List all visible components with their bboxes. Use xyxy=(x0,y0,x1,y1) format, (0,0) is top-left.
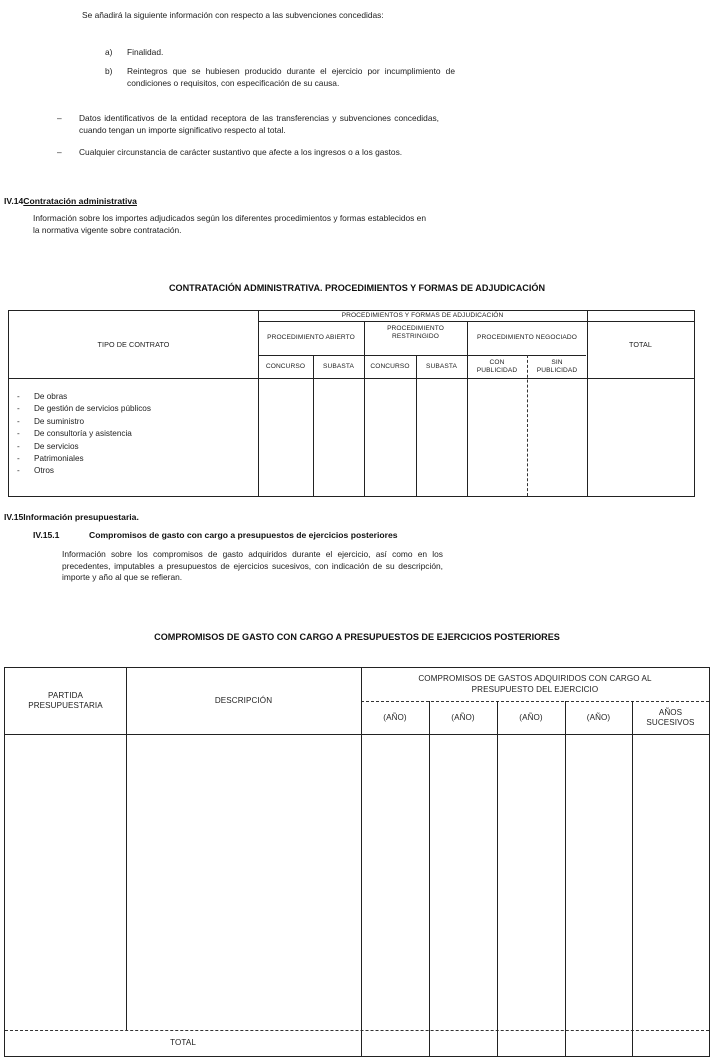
table1-subheader-sin-line1: SIN xyxy=(551,358,563,366)
table1-subheader-sin-line2: PUBLICIDAD xyxy=(536,367,578,374)
section-heading-iv15 xyxy=(4,512,139,522)
table2-total-label: TOTAL xyxy=(170,1038,196,1048)
section-iv14-paragraph: Información sobre los importes adjudicados según los diferentes procedimientos y formas establecidos en la normativa vigente sobre contratación. xyxy=(33,213,426,235)
table1-header-restricted-procedure xyxy=(364,322,467,355)
table1-row-marker-2: - xyxy=(17,416,20,426)
table2-header-year-1: (AÑO) xyxy=(383,712,407,722)
section-number-iv14: IV.14 xyxy=(4,196,24,206)
lettered-item-b-marker: b) xyxy=(105,66,113,76)
table2-header-future-line2: SUCESIVOS xyxy=(646,718,695,727)
lettered-item-a-text: Finalidad. xyxy=(127,47,164,57)
table2-header-body-rule xyxy=(5,734,709,735)
table2-header-partida-line1: PARTIDA xyxy=(47,690,84,700)
table1-header-total: TOTAL xyxy=(629,339,652,349)
table2-divider-year2-year3 xyxy=(497,701,498,1056)
table2-header-future-line1: AÑOS xyxy=(658,707,683,717)
dash-item-2 xyxy=(57,147,439,159)
dash-item-1 xyxy=(57,113,439,136)
table1-subheader-restricted-concurso: CONCURSO xyxy=(370,362,410,370)
future-commitments-table xyxy=(4,667,710,1057)
table1-row-marker-1: - xyxy=(17,404,20,414)
section-number-iv15: IV.15 xyxy=(4,512,24,522)
section-title-iv15: Información presupuestaria. xyxy=(23,512,139,522)
table2-title: COMPROMISOS DE GASTO CON CARGO A PRESUPUESTOS DE EJERCICIOS POSTERIORES xyxy=(154,632,560,642)
table1-row-marker-6: - xyxy=(17,466,20,476)
table1-contract-row-5 xyxy=(17,453,252,465)
table1-title: CONTRATACIÓN ADMINISTRATIVA. PROCEDIMIENTOS Y FORMAS DE ADJUDICACIÓN xyxy=(168,283,546,293)
dash-item-1-text: Datos identificativos de la entidad receptora de las transferencias y subvenciones concedidas, cuando tengan un importe significativo respecto al total. xyxy=(79,113,439,135)
table1-row-marker-3: - xyxy=(17,429,20,439)
lettered-item-b xyxy=(105,66,455,89)
table1-row-label-1: De gestión de servicios públicos xyxy=(34,404,151,414)
lettered-item-b-text: Reintegros que se hubiesen producido durante el ejercicio por incumplimiento de condiciones o requisitos, con especificación de su causa. xyxy=(127,66,455,88)
dash-item-1-marker: – xyxy=(57,113,62,123)
table1-header-open-procedure: PROCEDIMIENTO ABIERTO xyxy=(267,334,355,342)
table1-subheader-con-line2: PUBLICIDAD xyxy=(476,367,518,374)
table1-row-marker-0: - xyxy=(17,392,20,401)
lettered-item-a-marker: a) xyxy=(105,47,113,57)
table1-contract-row-1 xyxy=(17,403,252,415)
table2-header-year-2: (AÑO) xyxy=(451,712,475,722)
section-iv15-paragraph: Información sobre los compromisos de gasto adquiridos durante el ejercicio, así como en los precedentes, imputables a presupuestos de ejercicios sucesivos, con indicación de su descripción, importe y año al que se refieran. xyxy=(62,549,443,583)
table1-subheader-negotiated-sin-publicidad xyxy=(527,356,587,378)
table1-contract-row-6 xyxy=(17,465,252,477)
contracting-procedures-table xyxy=(8,310,695,497)
table1-row-label-3: De consultoría y asistencia xyxy=(34,429,132,439)
table2-header-partida-line2: PRESUPUESTARIA xyxy=(28,701,103,710)
table1-contract-row-0 xyxy=(17,391,252,403)
table1-row-marker-5: - xyxy=(17,454,20,464)
table1-subheader-open-concurso: CONCURSO xyxy=(265,362,306,370)
table1-contract-row-2 xyxy=(17,416,252,428)
table2-header-group-line1: COMPROMISOS DE GASTOS ADQUIRIDOS CON CARGO AL xyxy=(418,674,652,684)
table2-header-year-4: (AÑO) xyxy=(586,712,611,722)
dash-item-2-text: Cualquier circunstancia de carácter sustantivo que afecte a los ingresos o a los gastos. xyxy=(79,147,403,157)
table1-header-negotiated-procedure: PROCEDIMIENTO NEGOCIADO xyxy=(477,334,577,342)
table1-subheader-negotiated-con-publicidad xyxy=(467,356,527,378)
table1-contract-row-3 xyxy=(17,428,252,440)
dash-item-2-marker: – xyxy=(57,147,62,157)
table2-header-future-years xyxy=(632,702,709,734)
table2-header-group-commitments xyxy=(361,668,709,701)
table2-divider-year1-year2 xyxy=(429,701,430,1056)
table1-contract-row-4 xyxy=(17,441,252,453)
table1-header-restricted-line2: RESTRINGIDO xyxy=(392,333,439,341)
table1-subheader-con-line1: CON xyxy=(489,358,505,366)
table1-row-label-6: Otros xyxy=(34,466,55,476)
table2-header-year-3: (AÑO) xyxy=(519,712,543,722)
intro-lead-paragraph: Se añadirá la siguiente información con respecto a las subvenciones concedidas: xyxy=(82,10,384,20)
table2-divider-year3-year4 xyxy=(565,701,566,1056)
table1-header-body-rule xyxy=(9,378,694,379)
table1-header-contract-type: TIPO DE CONTRATO xyxy=(97,339,170,349)
subsection-title-iv15-1: Compromisos de gasto con cargo a presupuestos de ejercicios posteriores xyxy=(89,530,398,540)
subsection-heading-iv15-1 xyxy=(33,530,398,540)
table1-row-label-2: De suministro xyxy=(34,416,85,426)
table1-subheader-open-subasta: SUBASTA xyxy=(323,362,354,370)
table1-header-restricted-line1: PROCEDIMIENTO xyxy=(387,325,444,332)
table1-subheader-restricted-subasta: SUBASTA xyxy=(426,362,457,370)
table2-header-partida-presupuestaria xyxy=(5,668,126,734)
subsection-number-iv15-1: IV.15.1 xyxy=(33,530,60,540)
section-heading-iv14 xyxy=(4,196,137,206)
table2-divider-year4-future xyxy=(632,701,633,1056)
table2-header-descripcion: DESCRIPCIÓN xyxy=(214,695,273,705)
table1-row-marker-4: - xyxy=(17,441,20,451)
table1-row-label-5: Patrimoniales xyxy=(34,454,84,464)
table1-row-label-0: De obras xyxy=(34,392,68,401)
lettered-item-a xyxy=(105,47,455,59)
table1-row-label-4: De servicios xyxy=(34,441,79,451)
table1-contract-type-list xyxy=(17,391,252,478)
table1-header-group-procedures: PROCEDIMIENTOS Y FORMAS DE ADJUDICACIÓN xyxy=(341,311,504,319)
table2-header-group-line2: PRESUPUESTO DEL EJERCICIO xyxy=(471,684,599,694)
section-title-iv14: Contratación administrativa xyxy=(23,196,137,206)
